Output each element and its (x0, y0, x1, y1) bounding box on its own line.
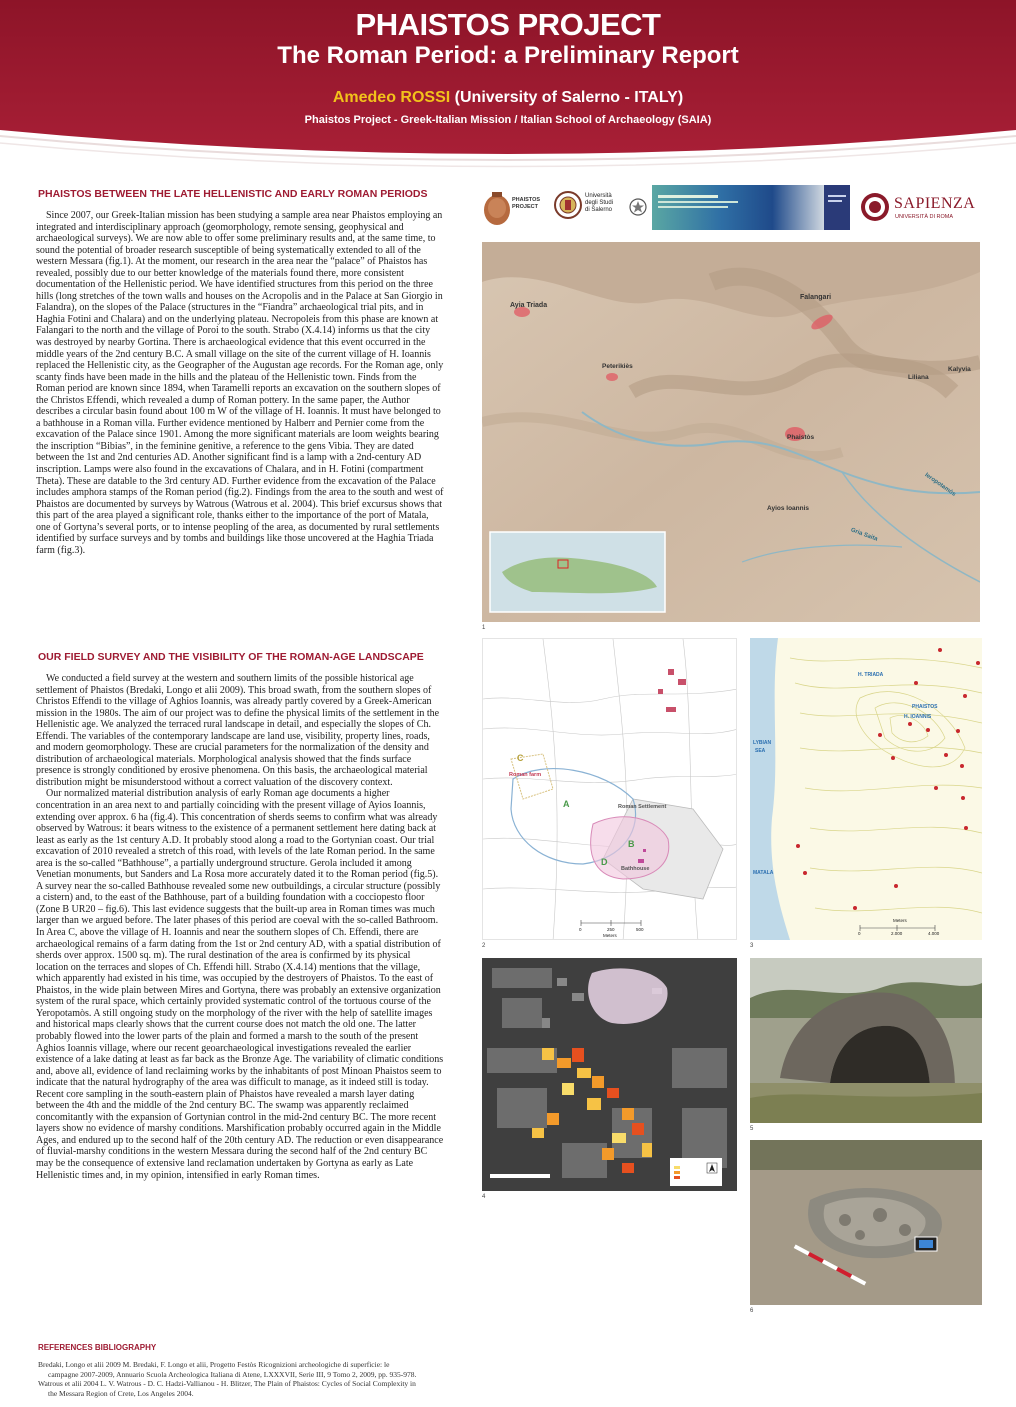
author-line (0, 89, 1016, 107)
saia-logo (824, 185, 850, 230)
figure-3-contour-map (750, 638, 982, 940)
figure-number: 6 (750, 1308, 754, 1314)
salerno-logo-text: Università (585, 193, 612, 199)
figure-4-aerial-photo (482, 958, 737, 1191)
author-name: Amedeo ROSSI (332, 89, 451, 106)
figure-number: 5 (750, 1126, 754, 1132)
scale-tick-label: 0 (858, 931, 861, 936)
map-place-label: Phaistòs (787, 434, 815, 441)
bathhouse-photo-image (750, 958, 982, 1123)
map-place-label: PHAISTOS (912, 704, 938, 710)
ministry-emblem (628, 185, 650, 230)
excavation-photo-image (750, 1140, 982, 1305)
area-d-label: D (601, 857, 608, 867)
map-place-label: Ayios Ioannis (767, 505, 810, 512)
phaistos-logo-text: PROJECT (512, 204, 538, 210)
area-b-label: B (628, 839, 635, 849)
sponsor-banner-logo (652, 185, 824, 230)
sea-label: LYBIAN (753, 740, 772, 746)
sea-label: SEA (755, 748, 766, 754)
references-heading: REFERENCES BIBLIOGRAPHY (38, 1343, 157, 1352)
area-c-label: C (517, 753, 524, 763)
reference-line: Watrous et alii 2004 L. V. Watrous - D. C. Hadzi-Vallianou - H. Blitzer, The Plain of Phaistos: Cycles of Social Complexity in (38, 1379, 416, 1388)
map-place-label: Ayia Triada (510, 302, 548, 309)
section1-body (36, 210, 444, 556)
map-place-label: Falangari (800, 294, 832, 301)
terrain-map-image (482, 242, 980, 622)
figure-1-terrain-map (482, 242, 980, 622)
star-emblem-icon (628, 197, 648, 217)
map-place-label: Liliana (908, 374, 929, 381)
salerno-logo (554, 185, 626, 230)
figure-5-bathhouse-photo (750, 958, 982, 1123)
scale-tick-label: 500 (636, 927, 644, 932)
scale-tick-label: 0 (579, 927, 582, 932)
figure-6-excavation-photo (750, 1140, 982, 1305)
reference-line: campagne 2007-2009, Annuario Scuola Archeologica Italiana di Atene, LXXXVII, Serie III, 9 Tomo 2, 2009, pp. 935-978. (48, 1369, 417, 1379)
author-affiliation: (University of Salerno - ITALY) (454, 89, 684, 106)
figure-number: 3 (750, 943, 754, 949)
project-line: Phaistos Project - Greek-Italian Mission / Italian School of Archaeology (SAIA) (304, 114, 712, 126)
scale-unit-label: Meters (603, 933, 617, 938)
scale-tick-label: 250 (607, 927, 615, 932)
figure-number: 1 (482, 625, 486, 631)
sapienza-logo-subtext: UNIVERSITÀ DI ROMA (895, 214, 954, 220)
aerial-photo-image (482, 958, 737, 1191)
section2-paragraph: We conducted a field survey at the western and southern limits of the possible historical age settlement of Phaistos (Bredaki, Longo et alii 2009). This broad swath, from the southern slopes of Christos Effendi to the village of Aghios Ioannis, was already partly covered by a Greek-American mission in the 1980s. The aim of our project was to define the physical limits of the settlement in the Hellenistic age. We analyzed the terraced rural landscape in detail, and especially the slopes of Ch. Effendi. The variables of the contemporary landscape are land use, visibility, property lines, roads, and modern geomorphology. These are crucial parameters for the normalization of the density and distribution of archaeological materials. Morphological analysis showed that the finds surface presence is strongly conditioned by erosive phenomena. On this basis, the archaeological material distribution might be misunderstood without a correct valuation of the discovery context. (36, 673, 440, 788)
references-list (38, 1360, 448, 1398)
logo-strip (482, 185, 982, 230)
reference-line: the Messara Region of Crete, Los Angeles 2004. (48, 1388, 194, 1398)
section1-paragraph: Since 2007, our Greek-Italian mission has been studying a sample area near Phaistos employing an integrated and interdisciplinary approach (geomorphology, remote sensing, geophysical and archaeological surveys). We are now able to offer some preliminary results and, at the same time, to sound the potential of broader research susceptible of being systematically extended to all of the western Messara (fig.1). At the moment, our research in the area near the “palace” of Phaistos has revealed, possibly due to our better knowledge of the materials found there, more consistent documentation of the Hellenistic period. We have identified structures from this period on the three hills (long stretches of the town walls and houses on the Acropolis and in the Palace at San Giorgio in Falandra), on the slopes of the Palace (structures in the “Fiandra” archaeological trial pits, and in Haghia Fotini and Chalara) and on the underlying plateau. Necropoleis from this phase are known at Falangari to the north and the village of Poroi to the south. Strabo (X.4.14) informs us that the city was destroyed by nearby Gortina. There is archaeological evidence that this event occurred in the middle years of the 2nd century B.C. A small village on the site of the current village of H. Ioannis replaced the Hellenistic city, as the Geographer of the Augustan age records. For the Roman age, only scanty finds have been made in the hills and the plateau of the Hellenistic town. Finds from the Roman period are known since 1894, when Taramelli reports an excavation on the southern slopes of the Christos Effendi, which revealed a dump of Roman pottery. In the same paper, the Author describes a circular basin found about 100 m W of the village of H. Ioannis. It must have belonged to a bathhouse in a Roman villa. Further evidence mentioned by Halberr and Pernier come from the excavation of the Palace since 1901. Among the more significant materials are loom weights bearing the inscription “Bibias”, in the feminine genitive, a reference to the gens Vibia. They are dated between the 1st and 2nd centuries AD. Another significant find is a lamp with a 2nd-century AD inscription. Lamps were also found in the excavations of Chalara, and in H. Fotini (compartment Theta). These are datable to the 3rd century AD. Further evidence from the excavation of the Palace includes amphora stamps of the Roman period (fig.2). Findings from the area to the south and west of Phaistos are documented by surveys by Watrous (Watrous et al. 2004). This brief excursus shows that this part of the area played a significant role, thanks either to the importance of the port of Matala, one of Gortyna’s several ports, or to intense peopling of the area, as documented by rural settlements identified by surface surveys and by tombs and buildings like those uncovered at the Haghia Triada farm (fig.3). (36, 210, 444, 556)
salerno-logo-text: di Salerno (585, 207, 613, 213)
scale-unit-label: Meters (893, 918, 907, 923)
section2-body (36, 673, 444, 1181)
figure-2-settlement-plan (482, 638, 737, 940)
figure-number: 2 (482, 943, 486, 949)
map-place-label: H. IOANNIS (904, 714, 932, 720)
map-place-label: Peterikiès (602, 363, 633, 370)
map-river-label: Gria Saita (849, 527, 879, 543)
section1-heading: PHAISTOS BETWEEN THE LATE HELLENISTIC AND EARLY ROMAN PERIODS (38, 188, 428, 200)
map-place-label: Kalyvia (948, 366, 971, 373)
sapienza-logo (860, 185, 984, 230)
vase-icon (482, 188, 512, 228)
area-a-label: A (563, 799, 570, 809)
section2-paragraph: Our normalized material distribution analysis of early Roman age documents a higher concentration in an area next to and partially coinciding with the present village of Ayios Ioannis, extending over approx. 6 ha (fig.4). This concentration of sherds seems to confirm what was already observed by Watrous: it bears witness to the existence of a permanent settlement here dating back at least as early as the 1st century A.D. It probably stood along a road to the Gortynian coast. Our trial excavation of 2010 revealed a stretch of this road, with levels of the late Roman period. In the same area is the so-called “Bathhouse”, a partially underground structure. Gerola included it among Venetian monuments, but Sanders and La Rosa more accurately dated it to the Roman period (fig.5). A survey near the so-called Bathhouse revealed some new outbuildings, a circular structure (possibly a cistern) and, to the east of the Bathhouse, part of a building foundation with a cocciopesto floor (Zone B UR20 – fig.6). This last evidence suggests that the built-up area in Roman times was much larger than we argued before. The later phases of this period are coeval with the so-called Bathroom. In Area C, above the village of H. Ioannis and near the southern slopes of Ch. Effendi, there are archaeological remains of a farm dating from the 1st or 2nd century AD, with a spatial distribution of sherds over approx. 1500 sq. m). The rural destination of the area is confirmed by its physical location on the terraces and slopes of Ch. Effendi hill. Strabo (X.4.14) mentions that the village, which apparently had existed in his time, was occupied by the destroyers of Phaistos. To the east of Phaistos, in the wide plain between Mires and Gortyna, there was probably an extensive organization system of the rural space, which certainly provided systematic control of the tortuous course of the Yeropotamòs. A still ongoing study on the morphology of the river with the help of satellite images and historical maps clearly shows that the current course does not match the old one. The latter probably flowed into the lower parts of the plain and formed a marsh to the south of the present Aghios Ioannis village, where our recent geoarchaeological investigations revealed the earlier existence of a lake dating at least as far back as the Bronze Age. The variability of climatic conditions and, above all, evidence of land reclaiming works by the inhabitants of post Minoan Phaistos seem to indicate that the natural hydrography of the area was difficult to manage, as it indeed still is today. Recent core sampling in the south-eastern plain of Phaistos have revealed a marsh layer dating between the 4th and the middle of the 2nd century BC. The swamp was apparently reclaimed concomitantly with the expansion of Gortynian control in the mid-2nd century BC. The more recent layers show no evidence of marshy conditions. Marshification probably occurred again in the Middle Ages, and endured up to the second half of the 20th century AD. The reduction or even disappearance of fluvial-marshy conditions in the western Messara during the second half of the 2nd century BC may be the consequence of extensive land reclamation undertaken by Gortyna as early as Late Hellenistic times and, in my opinion, intensified in early Roman times. (36, 788, 444, 1181)
figure-number: 4 (482, 1194, 486, 1200)
contour-map-drawing (750, 638, 982, 940)
sapienza-logo-text: SAPIENZA (894, 195, 976, 212)
reference-line: Bredaki, Longo et alii 2009 M. Bredaki, F. Longo et alii, Progetto Festòs Ricognizioni archeologiche di superficie: le (38, 1360, 390, 1369)
university-seal-icon (554, 191, 582, 219)
bathhouse-label: Bathhouse (621, 866, 650, 872)
map-place-label: MATALA (753, 870, 774, 876)
scale-tick-label: 2.000 (891, 931, 903, 936)
salerno-logo-text: degli Studi (585, 200, 614, 206)
poster-subtitle: The Roman Period: a Preliminary Report (277, 42, 739, 69)
map-place-label: H. TRIADA (858, 672, 884, 678)
settlement-plan-drawing (483, 639, 737, 940)
roman-settlement-label: Roman Settlement (618, 804, 667, 810)
phaistos-project-logo (482, 185, 552, 230)
poster-header (0, 0, 1016, 175)
section2-heading: OUR FIELD SURVEY AND THE VISIBILITY OF THE ROMAN-AGE LANDSCAPE (38, 651, 424, 663)
poster-title: PHAISTOS PROJECT (355, 7, 661, 42)
sapienza-seal-icon (860, 190, 890, 224)
roman-farm-label: Roman farm (509, 772, 542, 778)
scale-tick-label: 4.000 (928, 931, 940, 936)
map-river-label: Ieropotamòs (923, 472, 957, 498)
phaistos-logo-text: PHAISTOS (512, 197, 541, 203)
